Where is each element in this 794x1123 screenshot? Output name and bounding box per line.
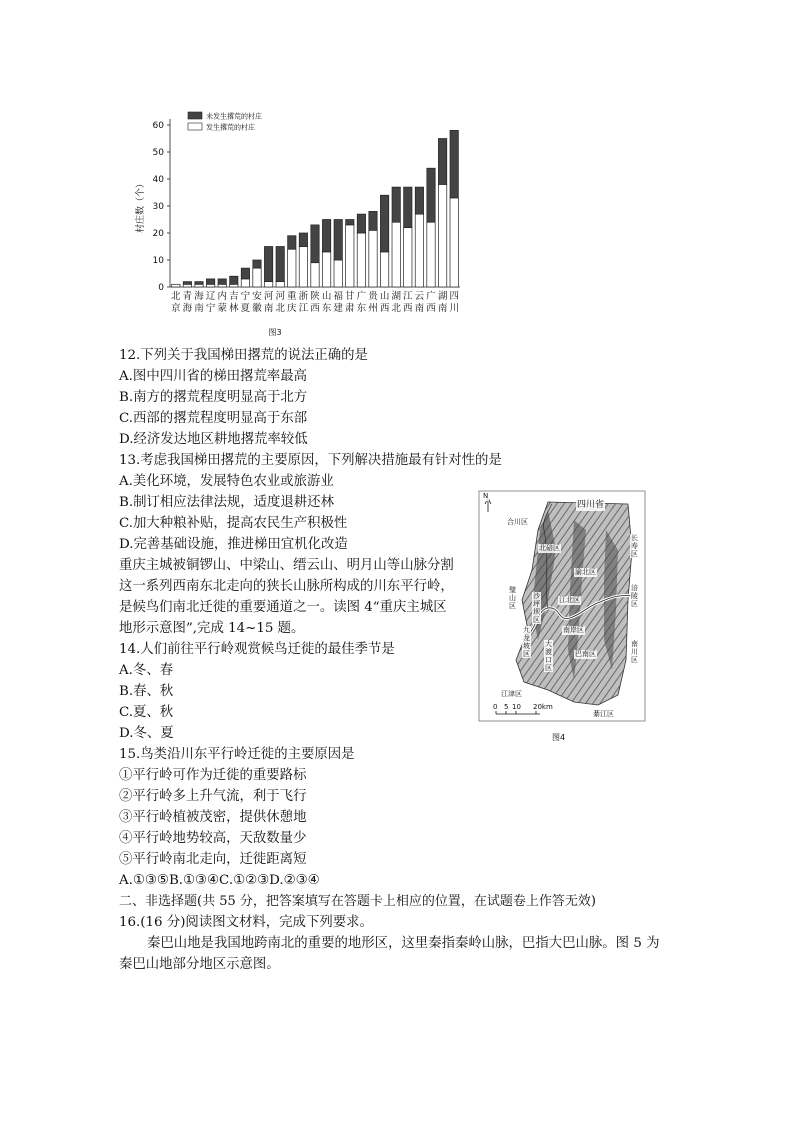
question-13-option-c: C.加大种粮补贴，提高农民生产积极性 xyxy=(119,516,348,531)
question-14-option-c: C.夏、秋 xyxy=(119,705,174,720)
question-16-paragraph-2: 秦巴山地部分地区示意图。 xyxy=(119,957,280,972)
intro-line-4: 地形示意图”,完成 14~15 题。 xyxy=(119,621,305,636)
section-2-heading: 二、非选择题(共 55 分，把答案填写在答题卡上相应的位置，在试题卷上作答无效) xyxy=(119,894,596,909)
scale-5: 5 xyxy=(504,703,509,711)
bar-abandoned xyxy=(299,247,307,288)
bar-abandoned xyxy=(357,233,365,287)
qijiang-label: 綦江区 xyxy=(593,710,614,718)
bar-not-abandoned xyxy=(311,225,319,263)
beibei-label: 北碚区 xyxy=(539,544,560,552)
category-label: 江 xyxy=(403,291,413,302)
category-label: 徽 xyxy=(252,303,262,314)
bar-not-abandoned xyxy=(438,139,446,185)
question-14-option-d: D.冬、夏 xyxy=(119,726,174,741)
bar-not-abandoned xyxy=(415,187,423,214)
bar-abandoned xyxy=(172,284,180,287)
hechuan-label: 合川区 xyxy=(507,518,528,526)
bar-abandoned xyxy=(241,279,249,287)
category-label: 广 xyxy=(426,291,436,302)
banan-label: 巴南区 xyxy=(575,650,596,658)
category-label: 西 xyxy=(379,303,390,314)
question-15-item-4: ④平行岭地势较高，天敌数量少 xyxy=(119,831,307,846)
category-label: 重 xyxy=(287,291,297,302)
bar-not-abandoned xyxy=(450,130,458,198)
dadukou-label: 大渡口区 xyxy=(545,640,552,672)
category-label: 宁 xyxy=(205,303,216,314)
changshou-label: 长寿区 xyxy=(631,534,638,558)
jiangbei-label: 江北区 xyxy=(559,596,580,604)
y-tick-label: 50 xyxy=(152,148,164,158)
category-label: 广 xyxy=(356,291,367,302)
bar-abandoned xyxy=(334,260,342,287)
bar-abandoned xyxy=(264,282,272,287)
intro-line-3: 是候鸟们南北迁徙的重要通道之一。读图 4“重庆主城区 xyxy=(119,600,447,615)
legend-swatch-not-abandoned xyxy=(188,112,202,119)
question-15-item-1: ①平行岭可作为迁徙的重要路标 xyxy=(119,768,307,783)
question-16-paragraph-1: 秦巴山地是我国地跨南北的重要的地形区，这里秦指秦岭山脉，巴指大巴山脉。图 5 为 xyxy=(147,936,660,951)
question-14-option-a: A.冬、春 xyxy=(119,663,174,678)
bar-abandoned xyxy=(311,263,319,287)
bar-not-abandoned xyxy=(299,233,307,247)
category-label: 南 xyxy=(194,303,204,314)
category-label: 山 xyxy=(379,291,390,302)
category-label: 西 xyxy=(426,303,436,314)
category-label: 蒙 xyxy=(217,303,227,314)
bar-abandoned xyxy=(322,252,330,287)
category-label: 北 xyxy=(391,303,401,314)
y-tick-label: 20 xyxy=(152,229,164,239)
category-label: 东 xyxy=(356,303,367,314)
figure-3-chart xyxy=(130,100,470,345)
sichuan-province-label: 四川省 xyxy=(577,500,605,510)
bar-not-abandoned xyxy=(288,236,296,250)
category-label: 州 xyxy=(368,303,378,314)
category-label: 河 xyxy=(263,291,274,302)
category-label: 北 xyxy=(275,303,285,314)
figure-4-caption: 图4 xyxy=(552,733,566,742)
category-label: 建 xyxy=(333,303,343,314)
question-14-option-b: B.春、秋 xyxy=(119,684,174,699)
bar-abandoned xyxy=(450,198,458,287)
legend-label-abandoned: 发生撂荒的村庄 xyxy=(206,123,255,132)
bar-abandoned xyxy=(427,222,435,287)
category-label: 川 xyxy=(449,303,459,314)
bar-abandoned xyxy=(276,282,284,287)
y-tick-label: 0 xyxy=(158,283,164,293)
bar-not-abandoned xyxy=(380,195,388,252)
nanan-label: 南岸区 xyxy=(563,626,584,634)
category-label: 林 xyxy=(229,303,239,314)
figure-3-caption: 图3 xyxy=(268,328,282,337)
question-12-option-d: D.经济发达地区耕地撂荒率较低 xyxy=(119,432,308,447)
legend-swatch-abandoned xyxy=(188,123,202,130)
bar-abandoned xyxy=(380,252,388,287)
category-label: 西 xyxy=(403,303,413,314)
category-label: 海 xyxy=(194,291,204,302)
category-label: 福 xyxy=(333,291,343,302)
question-15-options: A.①③⑤B.①③④C.①②③D.②③④ xyxy=(119,873,320,888)
scale-10: 10 xyxy=(512,703,521,711)
y-tick-label: 60 xyxy=(152,121,164,131)
category-label: 海 xyxy=(182,303,193,314)
y-tick-label: 40 xyxy=(152,175,164,185)
intro-line-2: 这一系列西南东北走向的狭长山脉所构成的川东平行岭， xyxy=(119,579,454,594)
intro-line-1: 重庆主城被铜锣山、中梁山、缙云山、明月山等山脉分割 xyxy=(119,558,454,573)
y-axis-label: 村庄数（个） xyxy=(136,178,146,234)
y-tick-label: 10 xyxy=(152,256,164,266)
question-15-item-3: ③平行岭植被茂密，提供休憩地 xyxy=(119,810,307,825)
question-15-item-2: ②平行岭多上升气流，利于飞行 xyxy=(119,789,307,804)
category-label: 青 xyxy=(182,291,193,302)
bar-not-abandoned xyxy=(253,260,261,268)
bar-not-abandoned xyxy=(183,282,191,285)
bar-not-abandoned xyxy=(230,276,238,284)
category-label: 湖 xyxy=(437,291,448,302)
bar-not-abandoned xyxy=(195,282,203,285)
yubei-label: 渝北区 xyxy=(575,568,596,576)
bishan-label: 璧山区 xyxy=(509,586,516,610)
nanchuan-label: 南川区 xyxy=(631,640,638,664)
question-13-option-d: D.完善基础设施，推进梯田宜机化改造 xyxy=(119,537,348,552)
scale-20km: 20km xyxy=(533,703,553,711)
question-13-option-a: A.美化环境，发展特色农业或旅游业 xyxy=(119,474,334,489)
question-13-option-b: B.制订相应法律法规，适度退耕还林 xyxy=(119,495,334,510)
category-label: 江 xyxy=(298,303,309,314)
category-label: 贵 xyxy=(368,291,378,302)
category-label: 辽 xyxy=(205,291,216,302)
jiangjin-label: 江津区 xyxy=(501,690,522,698)
chongqing-terrain-map xyxy=(478,490,646,722)
question-16-stem: 16.(16 分)阅读图文材料，完成下列要求。 xyxy=(119,915,373,930)
stacked-bar-chart xyxy=(130,100,470,345)
category-label: 内 xyxy=(217,291,227,302)
category-label: 甘 xyxy=(345,291,355,302)
category-label: 宁 xyxy=(240,291,251,302)
bar-abandoned xyxy=(369,230,377,287)
bar-abandoned xyxy=(415,214,423,287)
question-13-stem: 13.考虑我国梯田撂荒的主要原因，下列解决措施最有针对性的是 xyxy=(119,453,502,468)
bar-not-abandoned xyxy=(392,187,400,222)
question-15-item-5: ⑤平行岭南北走向，迁徙距离短 xyxy=(119,852,307,867)
bar-not-abandoned xyxy=(357,214,365,233)
shapingba-label: 沙坪坝区 xyxy=(533,592,540,624)
category-label: 吉 xyxy=(229,291,239,302)
question-12-option-c: C.西部的撂荒程度明显高于东部 xyxy=(119,411,308,426)
legend-label-not-abandoned: 未发生撂荒的村庄 xyxy=(206,112,262,121)
bar-not-abandoned xyxy=(206,279,214,284)
category-label: 北 xyxy=(171,291,181,302)
category-label: 南 xyxy=(437,303,448,314)
bar-abandoned xyxy=(392,222,400,287)
bar-abandoned xyxy=(438,184,446,287)
north-arrow-label: N xyxy=(483,492,489,500)
category-label: 浙 xyxy=(298,291,309,302)
bar-abandoned xyxy=(404,228,412,287)
category-label: 东 xyxy=(321,303,332,314)
bar-abandoned xyxy=(253,268,261,287)
bar-not-abandoned xyxy=(322,220,330,252)
bar-not-abandoned xyxy=(427,168,435,222)
question-12-stem: 12.下列关于我国梯田撂荒的说法正确的是 xyxy=(119,348,368,363)
category-label: 河 xyxy=(275,291,285,302)
bar-abandoned xyxy=(195,284,203,287)
bar-abandoned xyxy=(346,225,354,287)
bar-not-abandoned xyxy=(369,211,377,230)
bar-not-abandoned xyxy=(264,247,272,282)
question-14-stem: 14.人们前往平行岭观赏候鸟迁徙的最佳季节是 xyxy=(119,642,395,657)
question-12-option-a: A.图中四川省的梯田撂荒率最高 xyxy=(119,369,308,384)
category-label: 南 xyxy=(414,303,425,314)
category-label: 云 xyxy=(414,291,425,302)
jiulongpo-label: 九龙坡区 xyxy=(523,626,530,658)
scale-0: 0 xyxy=(493,703,498,711)
category-label: 夏 xyxy=(240,303,251,314)
bar-not-abandoned xyxy=(276,247,284,282)
category-label: 庆 xyxy=(287,303,297,314)
category-label: 肃 xyxy=(345,303,355,314)
bar-not-abandoned xyxy=(346,220,354,225)
category-label: 西 xyxy=(310,303,320,314)
bar-not-abandoned xyxy=(218,279,226,284)
bar-not-abandoned xyxy=(334,220,342,261)
bar-abandoned xyxy=(183,284,191,287)
category-label: 安 xyxy=(252,291,262,302)
figure-4-map xyxy=(478,490,646,722)
category-label: 南 xyxy=(263,303,274,314)
question-15-stem: 15.鸟类沿川东平行岭迁徙的主要原因是 xyxy=(119,747,355,762)
bar-abandoned xyxy=(230,284,238,287)
bar-abandoned xyxy=(206,284,214,287)
bar-not-abandoned xyxy=(241,268,249,279)
bar-abandoned xyxy=(288,249,296,287)
bar-abandoned xyxy=(218,284,226,287)
bar-not-abandoned xyxy=(404,187,412,228)
y-tick-label: 30 xyxy=(152,202,164,212)
category-label: 山 xyxy=(321,291,332,302)
category-label: 四 xyxy=(449,291,459,302)
category-label: 陕 xyxy=(310,291,320,302)
question-12-option-b: B.南方的撂荒程度明显高于北方 xyxy=(119,390,308,405)
category-label: 京 xyxy=(171,303,181,314)
category-label: 湖 xyxy=(391,291,401,302)
fuling-label: 涪陵区 xyxy=(631,584,638,608)
